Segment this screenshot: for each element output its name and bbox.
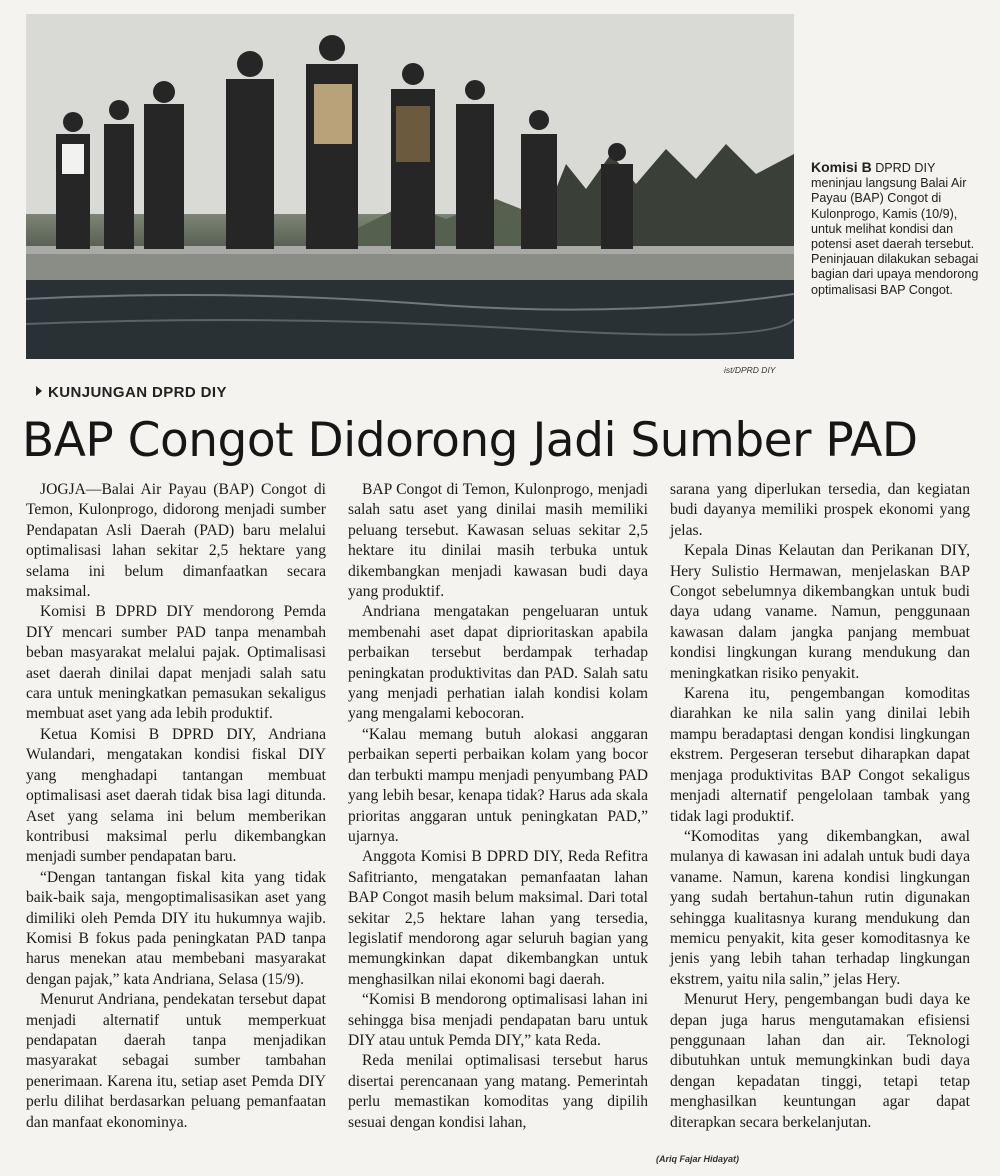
paragraph: Ketua Komisi B DPRD DIY, Andriana Wulandari, mengatakan kondisi fiskal DIY yang menghadapi tantangan membuat optimalisasi aset daerah tidak bisa lagi ditunda. Aset yang selama ini belum memberikan kontribusi maksimal perlu dikembangkan menjadi sumber pendapatan baru. bbox=[26, 725, 326, 866]
article-column-3 bbox=[670, 480, 970, 1133]
paragraph: Menurut Hery, pengembangan budi daya ke depan juga harus mengutamakan efisiensi penggunaan lahan dan air. Teknologi dibutuhkan untuk memungkinkan budi daya dengan kepadatan tinggi, tetapi tetap menghasilkan keuntungan agar dapat diterapkan secara berkelanjutan. bbox=[670, 991, 970, 1131]
paragraph: Kepala Dinas Kelautan dan Perikanan DIY, Hery Sulistio Hermawan, menjelaskan BAP Congot sebelumnya dikembangkan untuk budi daya udang vaname. Namun, penggunaan kawasan dalam jangka panjang membuat kondisi lingkungan kurang mendukung dan meningkatkan risiko penyakit. bbox=[670, 542, 970, 682]
paragraph: Karena itu, pengembangan komoditas diarahkan ke nila salin yang dinilai lebih mampu beradaptasi dengan kondisi lingkungan ekstrem. Pergeseran tersebut diharapkan dapat menjaga produktivitas BAP Congot sekaligus menjadi alternatif pengelolaan tambak yang tidak lagi produktif. bbox=[670, 685, 970, 825]
caption-lead: Komisi B bbox=[811, 159, 872, 175]
news-photo bbox=[26, 14, 794, 359]
caption-text: DPRD DIY meninjau langsung Balai Air Payau (BAP) Congot di Kulonprogo, Kamis (10/9), untuk melihat kondisi dan potensi aset daerah tersebut. Peninjauan dilakukan sebagai bagian dari upaya mendorong optimalisasi BAP Congot. bbox=[811, 161, 979, 297]
paragraph: Reda menilai optimalisasi tersebut harus disertai perencanaan yang matang. Pemerintah perlu memastikan komoditas yang dipilih sesuai dengan kondisi lahan, bbox=[348, 1052, 648, 1131]
section-kicker bbox=[36, 384, 227, 401]
triangle-bullet-icon bbox=[36, 386, 42, 396]
paragraph: “Komisi B mendorong optimalisasi lahan ini sehingga bisa menjadi pendapatan baru untuk DIY atau untuk Pemda DIY,” kata Reda. bbox=[348, 991, 648, 1049]
paragraph: “Komoditas yang dikembangkan, awal mulanya di kawasan ini adalah untuk budi daya vaname. Namun, karena kondisi lingkungan yang sudah bertahun-tahun rutin digunakan sehingga kualitasnya kurang mendukung dan memicu penyakit, kita geser komoditasnya ke jenis yang lebih tahan terhadap lingkungan ekstrem, yaitu nila salin,” jelas Hery. bbox=[670, 827, 970, 988]
paragraph: “Dengan tantangan fiskal kita yang tidak baik-baik saja, mengoptimalisasikan aset yang dimiliki oleh Pemda DIY itu hukumnya wajib. Komisi B fokus pada peningkatan PAD tanpa harus menekan atau membebani masyarakat dengan pajak,” kata Andriana, Selasa (15/9). bbox=[26, 868, 326, 988]
paragraph: Menurut Andriana, pendekatan tersebut dapat menjadi alternatif untuk memperkuat pendapatan daerah tanpa menjadikan masyarakat sebagai sumber tambahan penerimaan. Karena itu, setiap aset Pemda DIY perlu dilihat berdasarkan peluang pemanfaatan dan manfaat ekonominya. bbox=[26, 991, 326, 1131]
paragraph: Andriana mengatakan pengeluaran untuk membenahi aset dapat diprioritaskan apabila perbaikan tersebut berdampak terhadap peningkatan produktivitas dan PAD. Salah satu yang menjadi perhatian ialah kondisi kolam yang mengalami kebocoran. bbox=[348, 603, 648, 723]
paragraph: Komisi B DPRD DIY mendorong Pemda DIY mencari sumber PAD tanpa menambah beban masyarakat melalui pajak. Optimalisasi aset daerah dinilai dapat menjadi salah satu cara untuk meningkatkan pemasukan sekaligus membuat aset yang ada lebih produktif. bbox=[26, 603, 326, 723]
byline: (Ariq Fajar Hidayat) bbox=[656, 1154, 740, 1164]
paragraph: sarana yang diperlukan tersedia, dan kegiatan budi dayanya memiliki prospek ekonomi yang jelas. bbox=[670, 481, 970, 539]
photo-illustration bbox=[26, 14, 794, 359]
photo-caption bbox=[811, 160, 986, 298]
kicker-label: KUNJUNGAN DPRD DIY bbox=[48, 384, 227, 401]
photo-credit: ist/DPRD DIY bbox=[724, 365, 776, 375]
paragraph: Anggota Komisi B DPRD DIY, Reda Refitra Safitrianto, mengatakan pemanfaatan lahan BAP Congot masih belum maksimal. Dari total sekitar 2,5 hektare lahan yang tersedia, legislatif mendorong agar seluruh bagian yang memungkinkan dapat dikembangkan untuk menghasilkan nilai ekonomi bagi daerah. bbox=[348, 848, 648, 988]
paragraph: “Kalau memang butuh alokasi anggaran perbaikan seperti perbaikan kolam yang bocor dan terbukti mampu menjadi penyumbang PAD yang lebih besar, kenapa tidak? Harus ada skala prioritas anggaran untuk peningkatan PAD,” ujarnya. bbox=[348, 725, 648, 845]
paragraph: JOGJA—Balai Air Payau (BAP) Congot di Temon, Kulonprogo, didorong menjadi sumber Pendapatan Asli Daerah (PAD) baru melalui optimalisasi lahan sekitar 2,5 hektare yang selama ini belum dimanfaatkan secara maksimal. bbox=[26, 481, 326, 601]
paragraph: BAP Congot di Temon, Kulonprogo, menjadi salah satu aset yang dinilai masih memiliki peluang tersebut. Kawasan seluas sekitar 2,5 hektare itu dinilai masih terbuka untuk dikembangkan menjadi kawasan budi daya yang produktif. bbox=[348, 481, 648, 601]
headline: BAP Congot Didorong Jadi Sumber PAD bbox=[22, 413, 918, 468]
article-column-1 bbox=[26, 480, 326, 1133]
article-column-2 bbox=[348, 480, 648, 1133]
